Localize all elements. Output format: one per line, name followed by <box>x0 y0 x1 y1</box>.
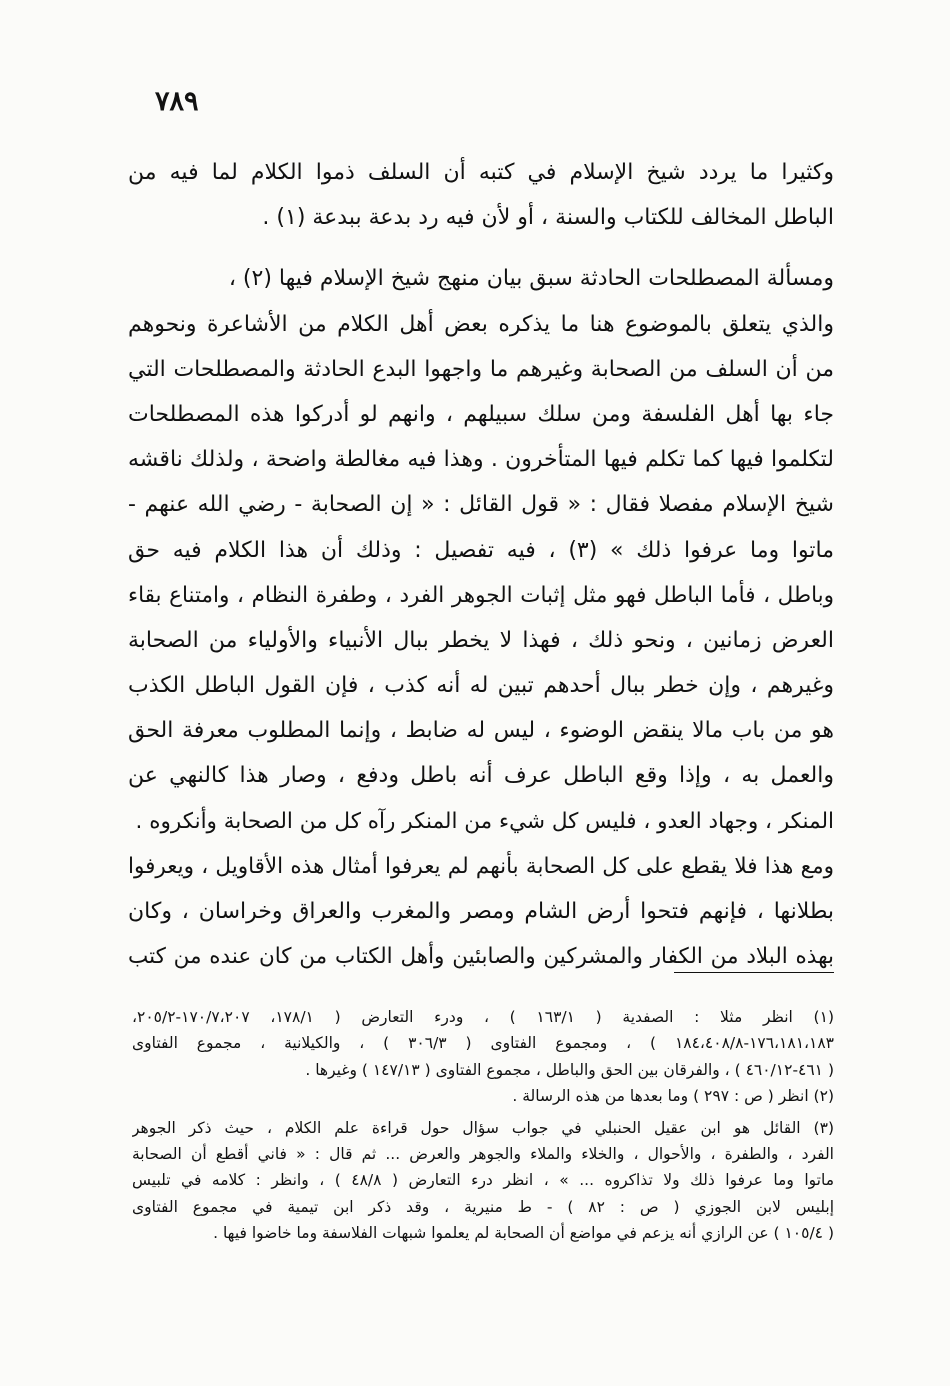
paragraph <box>128 256 834 979</box>
text-line: ومع هذا فلا يقطع على كل الصحابة بأنهم لم يعرفوا أمثال هذه الأقاويل ، ويعرفوا <box>128 853 834 879</box>
text-line: بطلانها ، فإنهم فتحوا أرض الشام ومصر والمغرب والعراق وخراسان ، وكان <box>128 899 834 924</box>
text-line: من أن السلف من الصحابة وغيرهم ما واجهوا البدع الحادثة والمصطلحات التي <box>128 356 834 382</box>
footnote-line: (٣) القائل هو ابن عقيل الحنبلي في جواب سؤال حول قراءة علم الكلام ، حيث ذكر الجوهر <box>132 1118 834 1137</box>
text-line: بهذه البلاد من الكفار والمشركين والصابئين وأهل الكتاب من كان عنده من كتب <box>128 944 834 970</box>
footnote-line: ١٧٦،١٨١،١٨٣-١٨٤،٤٠٨/٨ ) ، ومجموع الفتاوى ( ٣٠٦/٣ ) ، والكيلانية ، مجموع الفتاوى <box>132 1034 834 1053</box>
footnote-line: (٢) انظر ( ص : ٢٩٧ ) وما بعدها من هذه الرسالة . <box>512 1087 834 1106</box>
footnote-2 <box>132 1083 834 1109</box>
footnote-line: ماتوا وما عرفوا ذلك ولا تذاكروه ... » ، انظر درء التعارض ( ٤٨/٨ ) ، وانظر : كلامه في تلبيس <box>132 1171 834 1190</box>
text-line: شيخ الإسلام مفصلا فقال : « قول القائل : « إن الصحابة - رضي الله عنهم - <box>128 492 834 518</box>
text-line: وكثيرا ما يردد شيخ الإسلام في كتبه أن السلف ذموا الكلام لما فيه من <box>128 160 834 185</box>
text-line: هو من باب مالا ينقض الوضوء ، ليس له ضابط ، وإنما المطلوب معرفة الحق <box>128 718 834 744</box>
footnote-line: الفرد ، والطفرة ، والأحوال ، والخلاء والملاء والجوهر والعرض ... ثم قال : « فاني أقطع أن الصحابة <box>132 1144 834 1163</box>
footnotes <box>132 1004 834 1247</box>
text-line: والعمل به ، وإذا وقع الباطل عرف أنه باطل ودفع ، وصار هذا كالنهي عن <box>128 763 834 789</box>
main-text <box>128 150 834 979</box>
footnote-line: ( ١٠٥/٤ ) عن الرازي أنه يزعم في مواضع أن الصحابة لم يعلموا شبهات الفلاسفة وما خاضوا فيها . <box>213 1224 834 1243</box>
text-line: جاء بها أهل الفلسفة ومن سلك سبيلهم ، وانهم لو أدركوا هذه المصطلحات <box>128 401 834 427</box>
footnote-line: (١) انظر مثلا : الصفدية ( ١٦٣/١ ) ، ودرء التعارض ( ١٧٨/١، ١٧٠/٧،٢٠٧-٢٠٥/٢، <box>132 1008 834 1026</box>
text-line: لتكلموا فيها كما تكلم فيها المتأخرون . وهذا فيه مغالطة واضحة ، ولذلك ناقشه <box>128 447 834 473</box>
text-line: المنكر ، وجهاد العدو ، فليس كل شيء من المنكر رآه كل من الصحابة وأنكروه . <box>135 808 834 834</box>
text-line: والذي يتعلق بالموضوع هنا ما يذكره بعض أهل الكلام من الأشاعرة ونحوهم <box>128 311 834 337</box>
page-number: ٧٨٩ <box>155 86 199 117</box>
footnote-line: إبليس لابن الجوزي ( ص : ٨٢ ) - ط منيرية ، وقد ذكر ابن تيمية في مجموع الفتاوى <box>132 1197 834 1216</box>
footnote-1 <box>132 1004 834 1083</box>
paragraph <box>128 150 834 240</box>
footnote-3 <box>132 1115 834 1247</box>
text-line: الباطل المخالف للكتاب والسنة ، أو لأن فيه رد بدعة ببدعة (١) . <box>262 205 834 231</box>
text-line: وغيرهم ، وإن خطر ببال أحدهم تبين له أنه كذب ، فإن القول الباطل الكذب <box>128 673 834 699</box>
text-line: العرض زمانين ، ونحو ذلك ، فهذا لا يخطر ببال الأنبياء والأولياء من الصحابة <box>128 627 834 653</box>
text-line: ومسألة المصطلحات الحادثة سبق بيان منهج شيخ الإسلام فيها (٢) ، <box>228 266 834 292</box>
text-line: وباطل ، فأما الباطل فهو مثل إثبات الجوهر الفرد ، وطفرة النظام ، وامتناع بقاء <box>128 582 834 608</box>
footnote-line: ( ٤٦١-٤٦٠/١٢ ) ، والفرقان بين الحق والباطل ، مجموع الفتاوى ( ١٤٧/١٣ ) وغيرها . <box>305 1060 834 1079</box>
footnote-divider <box>674 972 834 973</box>
text-line: ماتوا وما عرفوا ذلك » (٣) ، فيه تفصيل : وذلك أن هذا الكلام فيه حق <box>128 537 834 563</box>
